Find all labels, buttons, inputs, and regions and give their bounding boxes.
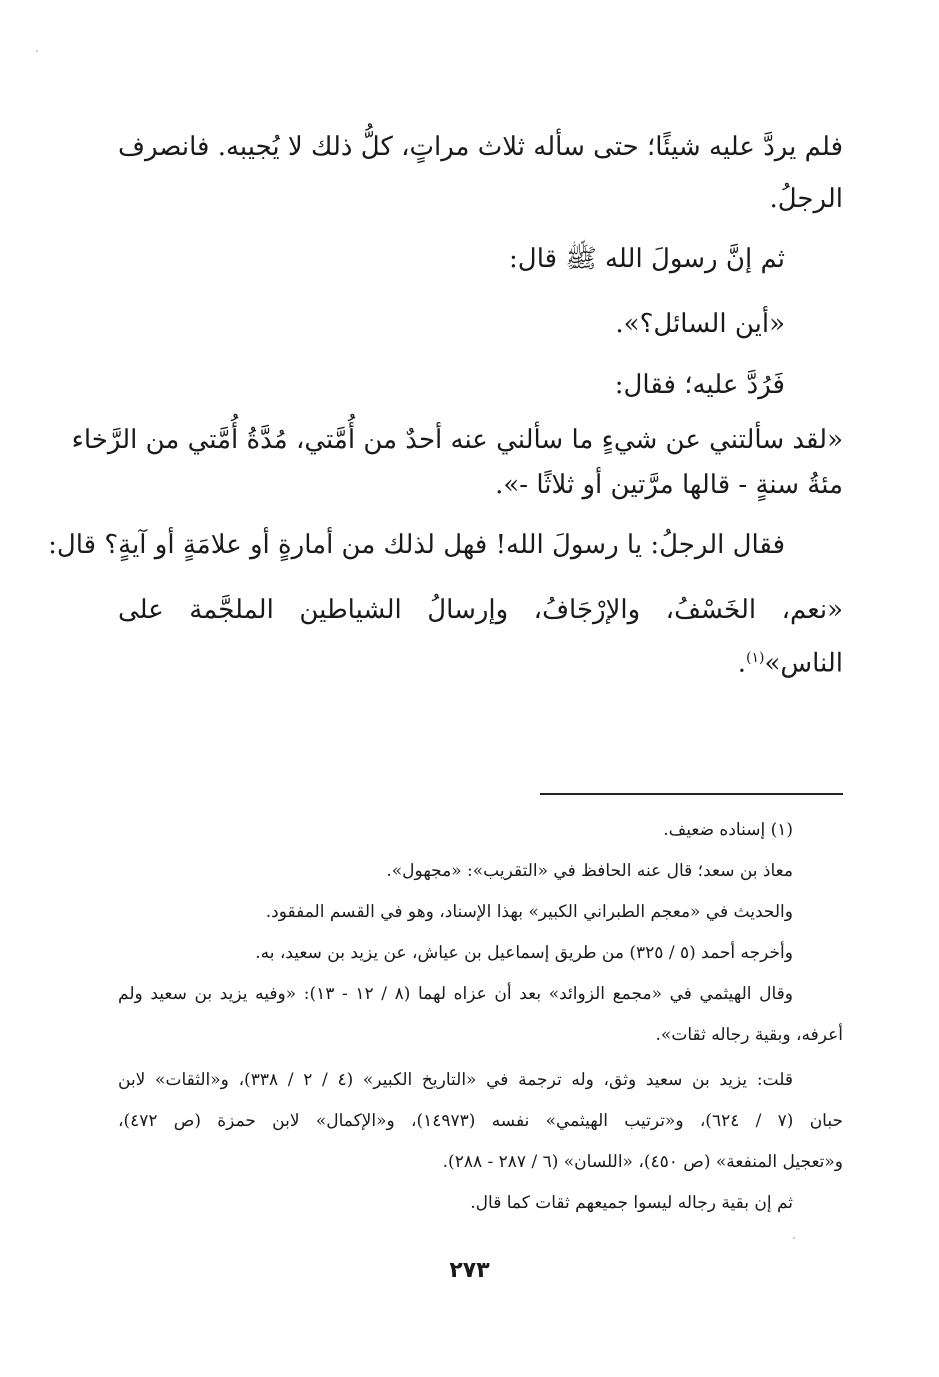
footnote-line-7: قلت: يزيد بن سعيد وثق، وله ترجمة في «التاريخ الكبير» (٤ / ٢ / ٣٣٨)، و«الثقات» لابن (118, 1070, 794, 1090)
body-line-10-text: الناس» (764, 648, 843, 679)
body-line-5: فَرُدَّ عليه؛ فقال: (614, 370, 785, 400)
footnote-line-2: معاذ بن سعد؛ قال عنه الحافظ في «التقريب»: «مجهول». (386, 861, 793, 881)
footnote-line-3: والحديث في «معجم الطبراني الكبير» بهذا الإسناد، وهو في القسم المفقود. (265, 902, 793, 922)
footnote-line-6: أعرفه، وبقية رجاله ثقات». (655, 1025, 843, 1045)
footnote-separator (540, 793, 843, 795)
body-line-7: مئةُ سنةٍ - قالها مرَّتين أو ثلاثًا -». (495, 470, 843, 500)
footnote-line-1: (١) إسناده ضعيف. (663, 820, 793, 840)
body-line-4: «أين السائل؟». (615, 309, 785, 339)
closing-period: . (737, 648, 746, 679)
body-line-1: فلم يردَّ عليه شيئًا؛ حتى سأله ثلاث مراتٍ، كلُّ ذلك لا يُجيبه. فانصرف (118, 132, 843, 162)
footnote-line-8: حبان (٧ / ٦٢٤)، و«ترتيب الهيثمي» نفسه (١٤٩٧٣)، و«الإكمال» لابن حمزة (ص ٤٧٢)، (118, 1111, 843, 1131)
body-line-9: «نعم، الخَسْفُ، والإرْجَافُ، وإرسالُ الشياطين الملجَّمة على (118, 595, 843, 625)
body-line-6: «لقد سألتني عن شيءٍ ما سألني عنه أحدٌ من أُمَّتي، مُدَّةُ أُمَّتي من الرَّخاء (71, 425, 843, 455)
footnote-line-10: ثم إن بقية رجاله ليسوا جميعهم ثقات كما قال. (470, 1193, 793, 1213)
scan-speck (36, 50, 38, 52)
footnote-reference: (١) (745, 650, 765, 666)
body-line-3: ثم إنَّ رسولَ الله ﷺ قال: (509, 244, 785, 274)
scan-speck (793, 1237, 795, 1239)
footnote-line-5: وقال الهيثمي في «مجمع الزوائد» بعد أن عزاه لهما (٨ / ١٢ - ١٣): «وفيه يزيد بن سعيد ولم (118, 984, 794, 1004)
body-line-8: فقال الرجلُ: يا رسولَ الله! فهل لذلك من أمارةٍ أو علامَةٍ أو آيةٍ؟ قال: (48, 530, 785, 560)
body-line-10 (738, 638, 843, 684)
footnote-line-4: وأخرجه أحمد (٥ / ٣٢٥) من طريق إسماعيل بن عياش، عن يزيد بن سعيد، به. (255, 943, 793, 963)
page-number: ٢٧٣ (449, 1258, 490, 1283)
footnote-line-9: و«تعجيل المنفعة» (ص ٤٥٠)، «اللسان» (٦ / ٢٨٧ - ٢٨٨). (442, 1152, 843, 1172)
body-line-2: الرجلُ. (769, 184, 843, 214)
